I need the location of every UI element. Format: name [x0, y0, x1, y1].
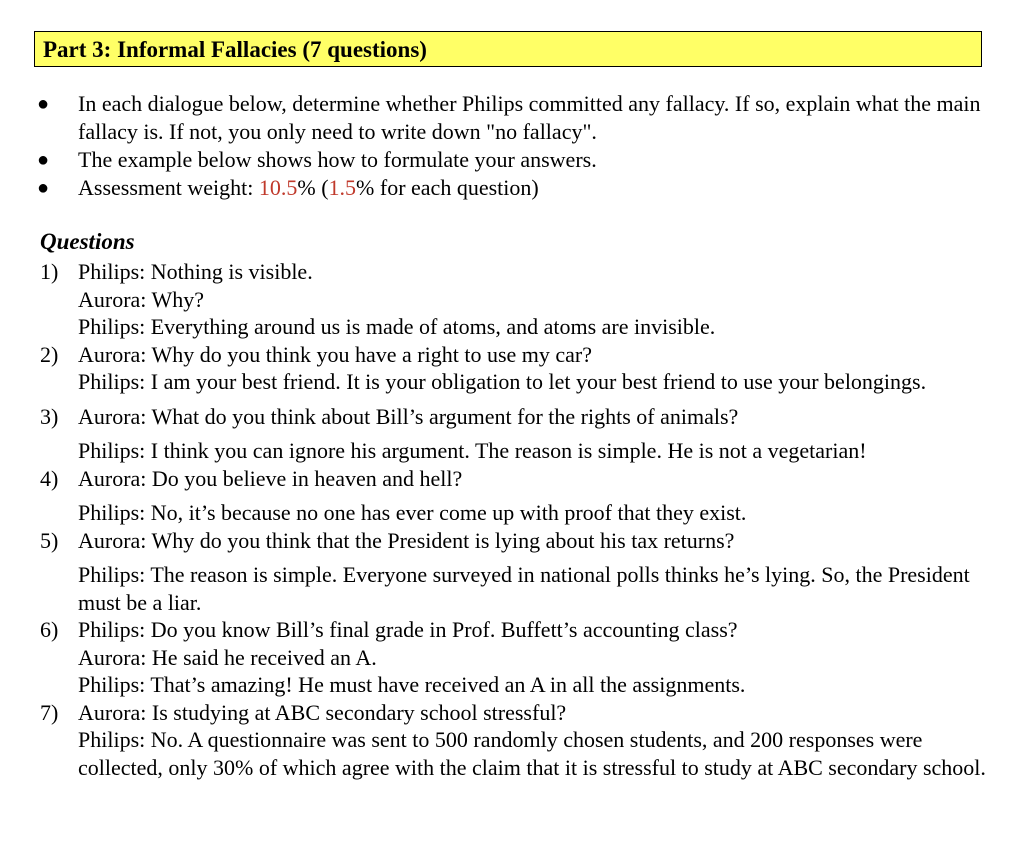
dialogue-line: Aurora: Why? — [78, 286, 205, 312]
question-number: 2) — [40, 341, 59, 367]
dialogue-line: Philips: Nothing is visible. — [78, 259, 313, 284]
question-item — [40, 699, 990, 782]
dialogue-line: Philips: The reason is simple. Everyone surveyed in national polls thinks he’s lying. So, the President must be a liar. — [78, 562, 970, 615]
instruction-item — [34, 90, 994, 146]
question-number: 4) — [40, 465, 59, 491]
instruction-item — [34, 146, 994, 174]
question-number: 7) — [40, 699, 59, 725]
dialogue-line: Aurora: What do you think about Bill’s argument for the rights of animals? — [78, 403, 739, 429]
assessment-weight-suffix: % for each question) — [356, 175, 539, 200]
per-question-weight-value: 1.5 — [328, 175, 357, 200]
questions-list — [40, 258, 990, 781]
instruction-text: The example below shows how to formulate your answers. — [78, 147, 597, 172]
part-title-banner — [34, 31, 982, 67]
bullet-icon: ● — [37, 177, 50, 199]
question-item — [40, 465, 990, 527]
dialogue-line: Aurora: Do you believe in heaven and hell? — [78, 465, 463, 491]
question-number: 3) — [40, 403, 59, 429]
dialogue-line: Aurora: Why do you think that the President is lying about his tax returns? — [78, 527, 735, 553]
assessment-weight-label: Assessment weight: — [78, 175, 259, 200]
bullet-icon: ● — [37, 93, 50, 115]
question-number: 1) — [40, 259, 59, 284]
questions-heading: Questions — [40, 229, 135, 254]
question-number: 6) — [40, 617, 59, 642]
dialogue-line: Aurora: He said he received an A. — [78, 644, 377, 670]
dialogue-line: Philips: No. A questionnaire was sent to 500 randomly chosen students, and 200 responses were collected, only 30% of which agree with the claim that it is stressful to study at ABC secondary school. — [78, 727, 986, 780]
assessment-weight-value: 10.5 — [258, 175, 298, 200]
assessment-weight-mid: % ( — [297, 175, 329, 200]
instructions-list — [34, 90, 994, 202]
question-number: 5) — [40, 527, 59, 553]
question-item — [40, 258, 990, 341]
dialogue-line: Philips: That’s amazing! He must have received an A in all the assignments. — [78, 672, 746, 697]
question-item — [40, 616, 990, 699]
question-item — [40, 403, 990, 465]
part-title: Part 3: Informal Fallacies (7 questions) — [43, 37, 427, 62]
dialogue-line: Philips: Everything around us is made of atoms, and atoms are invisible. — [78, 314, 716, 339]
question-item — [40, 527, 990, 617]
dialogue-line: Aurora: Is studying at ABC secondary school stressful? — [78, 699, 567, 725]
dialogue-line: Aurora: Why do you think you have a right to use my car? — [78, 341, 593, 367]
dialogue-line: Philips: Do you know Bill’s final grade in Prof. Buffett’s accounting class? — [78, 617, 738, 642]
dialogue-line: Philips: I am your best friend. It is your obligation to let your best friend to use your belongings. — [78, 369, 927, 394]
question-item — [40, 341, 990, 396]
dialogue-line: Philips: No, it’s because no one has ever come up with proof that they exist. — [78, 500, 747, 525]
instruction-item — [34, 174, 994, 202]
dialogue-line: Philips: I think you can ignore his argument. The reason is simple. He is not a vegetarian! — [78, 438, 867, 463]
instruction-text: In each dialogue below, determine whether Philips committed any fallacy. If so, explain what the main fallacy is. If not, you only need to write down "no fallacy". — [78, 91, 981, 144]
bullet-icon: ● — [37, 149, 50, 171]
